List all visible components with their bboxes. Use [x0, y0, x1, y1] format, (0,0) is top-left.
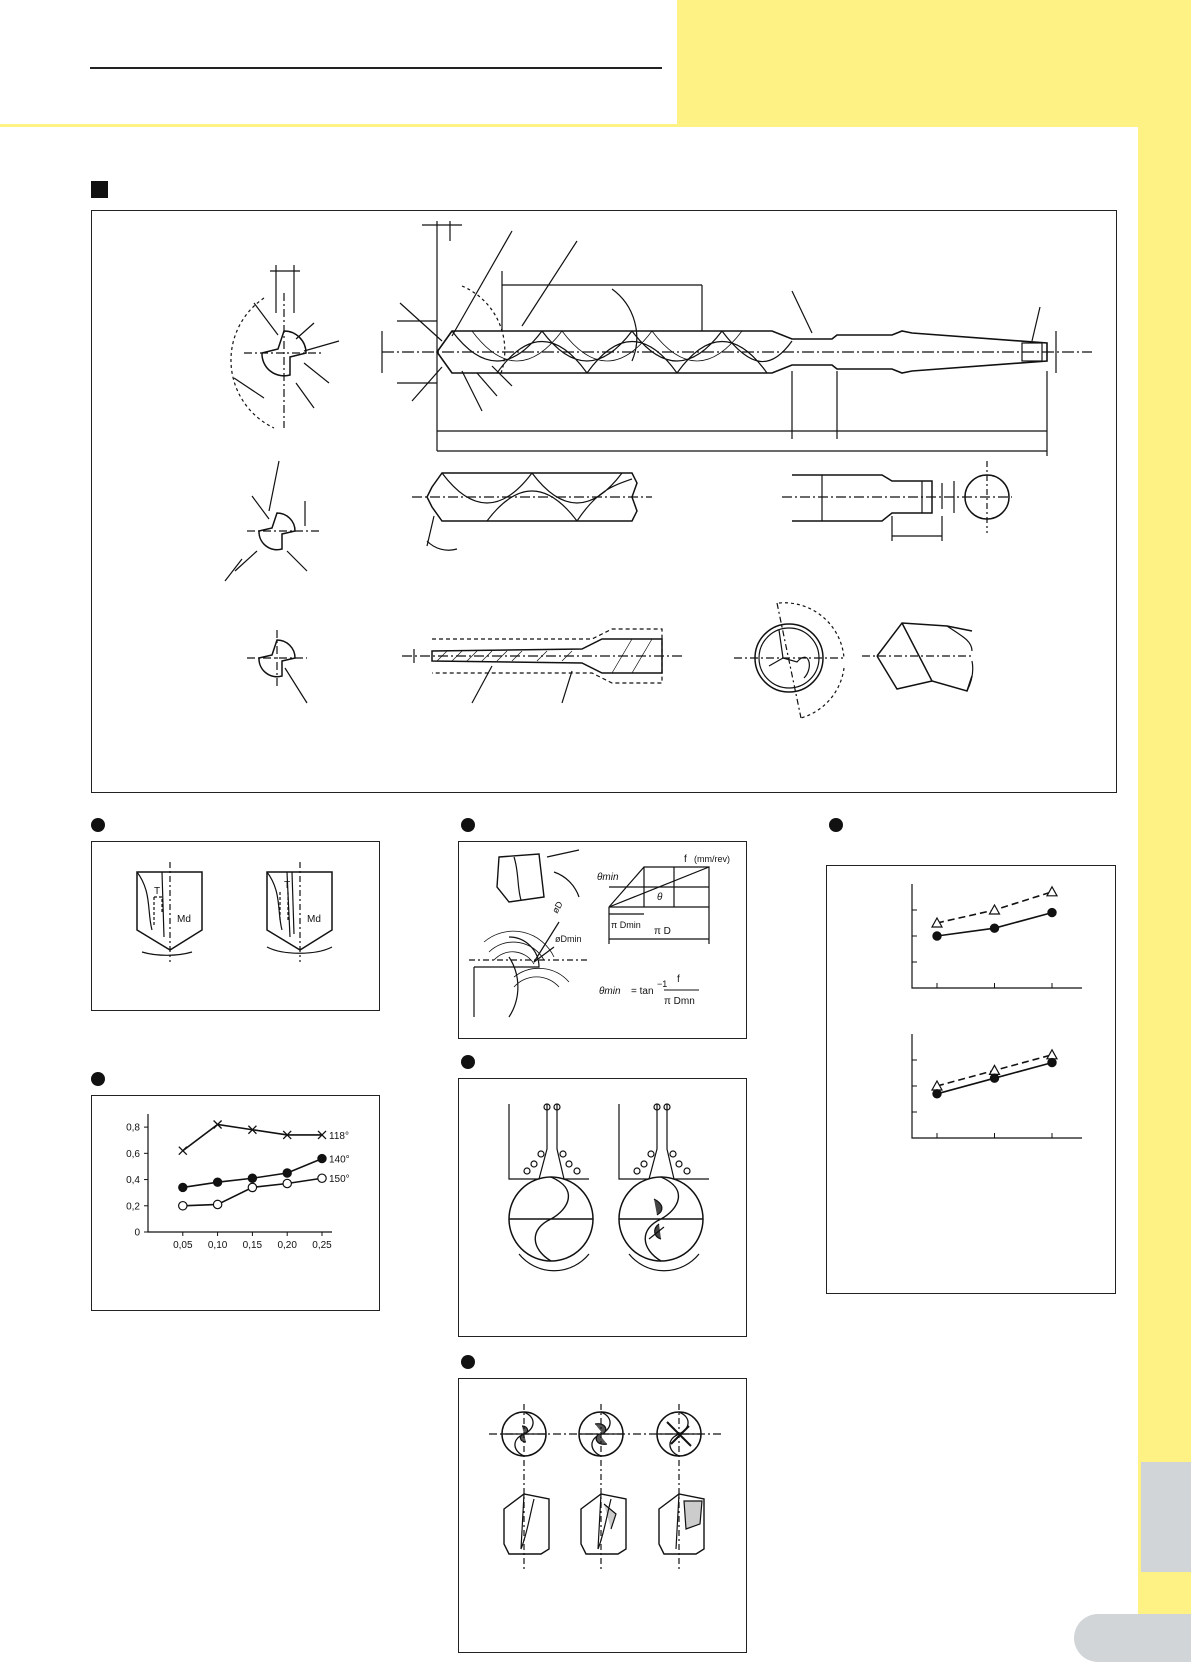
data-point [318, 1154, 326, 1162]
data-point [1047, 887, 1057, 896]
series-line-0 [183, 1124, 322, 1150]
x-tick-label: 0,10 [207, 1240, 228, 1251]
data-point [248, 1174, 256, 1182]
data-point [283, 1179, 291, 1187]
bullet-a [91, 818, 105, 832]
data-point [990, 924, 998, 932]
point-angle-chart [92, 1096, 381, 1312]
data-point [179, 1202, 187, 1210]
y-tick-label: 0,8 [126, 1122, 140, 1134]
helix-angle-panel [458, 841, 747, 1039]
data-point [213, 1178, 221, 1186]
data-point [213, 1200, 221, 1208]
feed-unit-label: (mm/rev) [694, 854, 730, 864]
data-point [179, 1183, 187, 1191]
feed-label: f [684, 854, 687, 865]
torque-thrust-diagram [92, 842, 381, 1012]
data-point [1047, 1050, 1057, 1059]
series-label: 140° [329, 1154, 350, 1166]
torque-thrust-panel [91, 841, 380, 1011]
data-point [1048, 1058, 1056, 1066]
helix-angle-diagram [459, 842, 748, 1040]
short-twist-drill [412, 473, 652, 550]
data-point [990, 905, 1000, 914]
formula-exp: −1 [657, 979, 668, 989]
y-tick-label: 0,6 [126, 1148, 140, 1160]
data-point [1048, 908, 1056, 916]
page-number-tab [1074, 1614, 1191, 1662]
header-yellow-underline [0, 124, 1191, 127]
bullet-b [91, 1072, 105, 1086]
thinning-types-diagram [459, 1379, 748, 1654]
data-point [990, 1065, 1000, 1074]
theta-min-label: θmin [597, 872, 619, 883]
y-tick-label: 0,4 [126, 1175, 140, 1187]
data-point [933, 1090, 941, 1098]
right-yellow-strip [1138, 125, 1191, 1662]
x-tick-label: 0,05 [173, 1240, 193, 1251]
header-yellow-block [677, 0, 1191, 125]
data-point [990, 1074, 998, 1082]
taper-shank-drill [382, 221, 1092, 456]
data-point [933, 932, 941, 940]
bullet-f [829, 818, 843, 832]
pi-d-label: π D [654, 926, 671, 937]
y-tick-label: 0 [134, 1227, 140, 1239]
x-tick-label: 0,15 [242, 1240, 263, 1251]
drill-anatomy-diagram [92, 211, 1118, 794]
end-view-cross-section [231, 265, 339, 428]
thrust-label-1: T [154, 886, 161, 897]
comparison-charts-panel [826, 865, 1116, 1294]
chip-evacuation-panel [458, 1078, 747, 1337]
side-tab [1141, 1462, 1191, 1572]
data-point [318, 1174, 326, 1182]
bullet-e [461, 1355, 475, 1369]
moment-label-2: Md [307, 914, 321, 925]
y-tick-label: 0,2 [126, 1201, 140, 1213]
formula-eq: = tan [631, 986, 654, 997]
section-marker-square [91, 181, 108, 198]
chart-axes [148, 1114, 332, 1232]
web-thickness-section [402, 629, 682, 703]
moment-label-1: Md [177, 914, 191, 925]
point-end-view [734, 603, 844, 718]
header-rule [90, 67, 662, 69]
shank-tang-detail [782, 461, 1012, 541]
bullet-c [461, 818, 475, 832]
bullet-d [461, 1055, 475, 1069]
drill-anatomy-panel [91, 210, 1117, 793]
comparison-chart-upper [827, 866, 1117, 1016]
cross-section-3 [247, 630, 307, 703]
data-point [283, 1169, 291, 1177]
theta-label: θ [657, 892, 663, 903]
series-label: 150° [329, 1174, 350, 1186]
drill-point-side-view [862, 623, 973, 691]
thinning-types-panel [458, 1378, 747, 1653]
cross-section-2 [225, 461, 322, 581]
pi-dmin-label: π Dmin [611, 920, 641, 930]
chip-evacuation-diagram [459, 1079, 748, 1338]
series-label: 118° [329, 1130, 349, 1142]
comparison-chart-lower [827, 1016, 1117, 1166]
d-label: øD [550, 899, 565, 915]
data-point [248, 1183, 256, 1191]
thrust-label-2: T [284, 880, 291, 891]
formula-lhs: θmin [599, 986, 621, 997]
x-tick-label: 0,20 [277, 1240, 297, 1251]
dmin-label: øDmin [555, 934, 582, 944]
formula-num: f [677, 974, 680, 985]
formula-den: π Dmn [664, 996, 695, 1007]
point-angle-chart-panel [91, 1095, 380, 1311]
data-point [179, 1147, 187, 1155]
x-tick-label: 0,25 [312, 1240, 332, 1251]
